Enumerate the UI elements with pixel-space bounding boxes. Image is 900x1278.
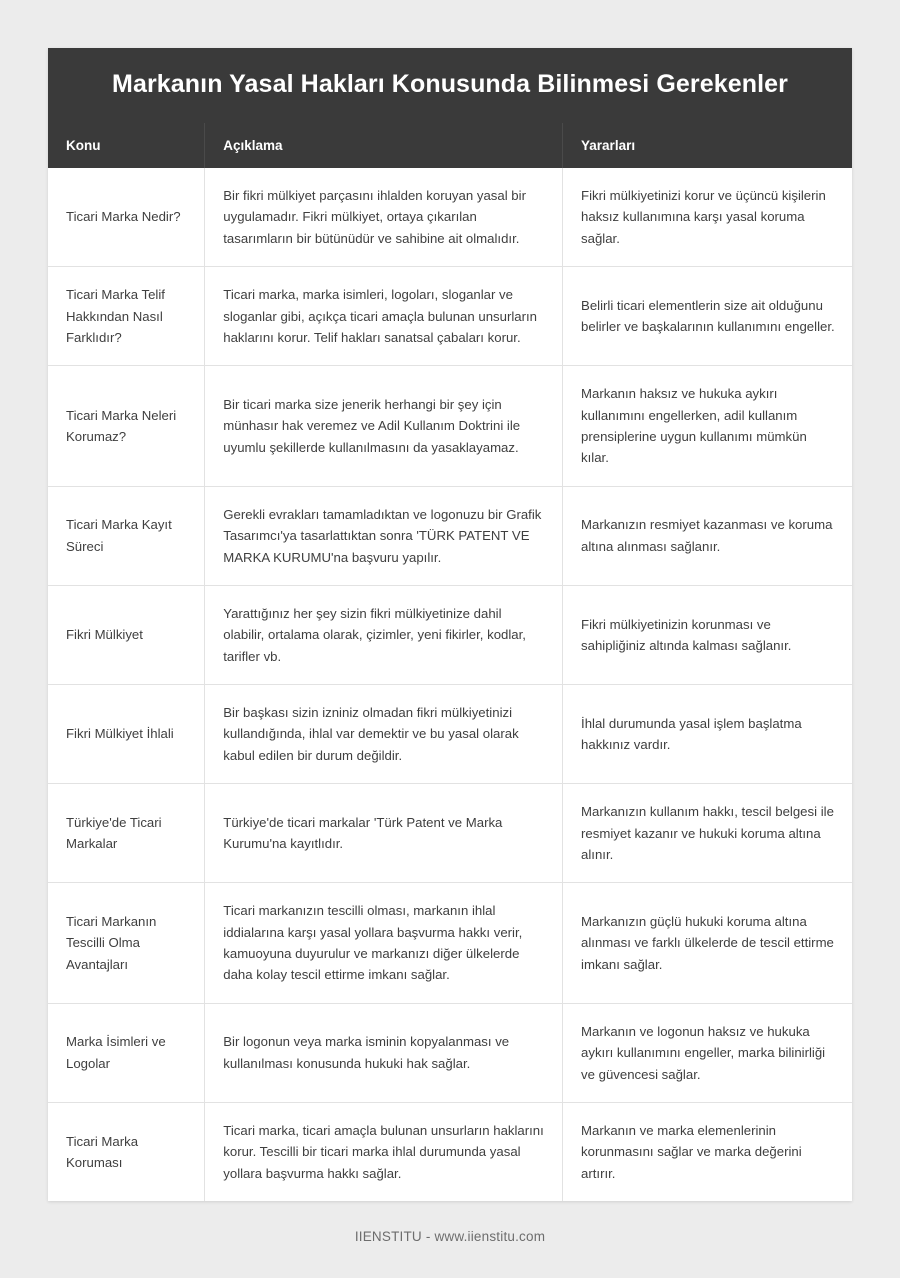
table-row	[48, 1003, 852, 1102]
cell-topic: Ticari Marka Nedir?	[48, 168, 205, 267]
cell-description: Bir fikri mülkiyet parçasını ihlalden koruyan yasal bir uygulamadır. Fikri mülkiyet, ortaya çıkarılan tasarımların bir bütünüdür ve sahibine ait olmalıdır.	[205, 168, 563, 267]
table-row	[48, 168, 852, 267]
column-header-topic: Konu	[48, 123, 205, 168]
cell-description: Ticari marka, marka isimleri, logoları, sloganlar ve sloganlar gibi, açıkça ticari amaçla bulunan unsurların haklarını korur. Telif hakları sanatsal çabaları korur.	[205, 267, 563, 366]
cell-description: Ticari marka, ticari amaçla bulunan unsurların haklarını korur. Tescilli bir ticari marka ihlal durumunda yasal yollara başvurma hakkı sağlar.	[205, 1102, 563, 1201]
cell-benefit: Markanın ve logonun haksız ve hukuka aykırı kullanımını engeller, marka bilinirliği ve güvencesi sağlar.	[563, 1003, 852, 1102]
cell-benefit: Belirli ticari elementlerin size ait olduğunu belirler ve başkalarının kullanımını engeller.	[563, 267, 852, 366]
table-row	[48, 685, 852, 784]
footer-credit: IIENSTITU - www.iienstitu.com	[354, 1229, 546, 1244]
cell-topic: Ticari Markanın Tescilli Olma Avantajları	[48, 883, 205, 1004]
table-header	[48, 123, 852, 168]
column-header-benefits: Yararları	[563, 123, 852, 168]
table-row	[48, 883, 852, 1004]
cell-benefit: Markanın haksız ve hukuka aykırı kullanımını engellerken, adil kullanım prensiplerine uygun kullanımı mümkün kılar.	[563, 366, 852, 487]
table-row	[48, 585, 852, 684]
trademark-info-table	[48, 123, 852, 1201]
cell-topic: Fikri Mülkiyet	[48, 585, 205, 684]
cell-description: Yarattığınız her şey sizin fikri mülkiyetinize dahil olabilir, ortalama olarak, çizimler, yeni fikirler, kodlar, tarifler vb.	[205, 585, 563, 684]
cell-benefit: Fikri mülkiyetinizin korunması ve sahipliğiniz altında kalması sağlanır.	[563, 585, 852, 684]
cell-description: Bir logonun veya marka isminin kopyalanması ve kullanılması konusunda hukuki hak sağlar.	[205, 1003, 563, 1102]
cell-benefit: Markanın ve marka elemenlerinin korunmasını sağlar ve marka değerini artırır.	[581, 1122, 802, 1181]
cell-description: Ticari markanızın tescilli olması, markanın ihlal iddialarına karşı yasal yollara başvurma hakkı verir, kamuoyuna duyurulur ve markanızı diğer ülkelerde daha kolay tescil ettirme imkanı sağlar.	[205, 883, 563, 1004]
cell-description: Bir ticari marka size jenerik herhangi bir şey için münhasır hak veremez ve Adil Kullanım Doktrini ile uyumlu şekillerde kullanılmasını da yasaklayamaz.	[205, 366, 563, 487]
column-header-description: Açıklama	[205, 123, 563, 168]
table-row	[48, 486, 852, 585]
cell-topic: Marka İsimleri ve Logolar	[48, 1003, 205, 1102]
cell-topic: Ticari Marka Telif Hakkından Nasıl Farklıdır?	[48, 267, 205, 366]
cell-description: Türkiye'de ticari markalar 'Türk Patent ve Marka Kurumu'na kayıtlıdır.	[205, 784, 563, 883]
cell-topic: Ticari Marka Koruması	[48, 1102, 205, 1201]
content-card	[48, 48, 852, 1201]
table-body	[48, 168, 852, 1201]
cell-topic: Fikri Mülkiyet İhlali	[48, 685, 205, 784]
cell-topic: Türkiye'de Ticari Markalar	[48, 784, 205, 883]
table-row	[48, 1102, 852, 1201]
cell-benefit: Markanızın resmiyet kazanması ve koruma altına alınması sağlanır.	[563, 486, 852, 585]
cell-topic: Ticari Marka Kayıt Süreci	[48, 486, 205, 585]
table-row	[48, 267, 852, 366]
cell-benefit: Markanızın güçlü hukuki koruma altına alınması ve farklı ülkelerde de tescil ettirme imkanı sağlar.	[563, 883, 852, 1004]
cell-topic: Ticari Marka Neleri Korumaz?	[48, 366, 205, 487]
table-row	[48, 366, 852, 487]
cell-benefit: İhlal durumunda yasal işlem başlatma hakkınız vardır.	[563, 685, 852, 784]
cell-description: Gerekli evrakları tamamladıktan ve logonuzu bir Grafik Tasarımcı'ya tasarlattıktan sonra 'TÜRK PATENT VE MARKA KURUMU'na başvuru yapılır.	[205, 486, 563, 585]
table-row	[48, 784, 852, 883]
cell-description: Bir başkası sizin izniniz olmadan fikri mülkiyetinizi kullandığında, ihlal var demektir ve bu yasal olarak kabul edilen bir durum değildir.	[205, 685, 563, 784]
title-bar	[48, 48, 852, 123]
table-header-row	[48, 123, 852, 168]
cell-benefit: Markanızın kullanım hakkı, tescil belgesi ile resmiyet kazanır ve hukuki koruma altına alınır.	[563, 784, 852, 883]
cell-benefit: Fikri mülkiyetinizi korur ve üçüncü kişilerin haksız kullanımına karşı yasal koruma sağlar.	[563, 168, 852, 267]
page-title: Markanın Yasal Hakları Konusunda Bilinmesi Gerekenler	[112, 70, 788, 98]
